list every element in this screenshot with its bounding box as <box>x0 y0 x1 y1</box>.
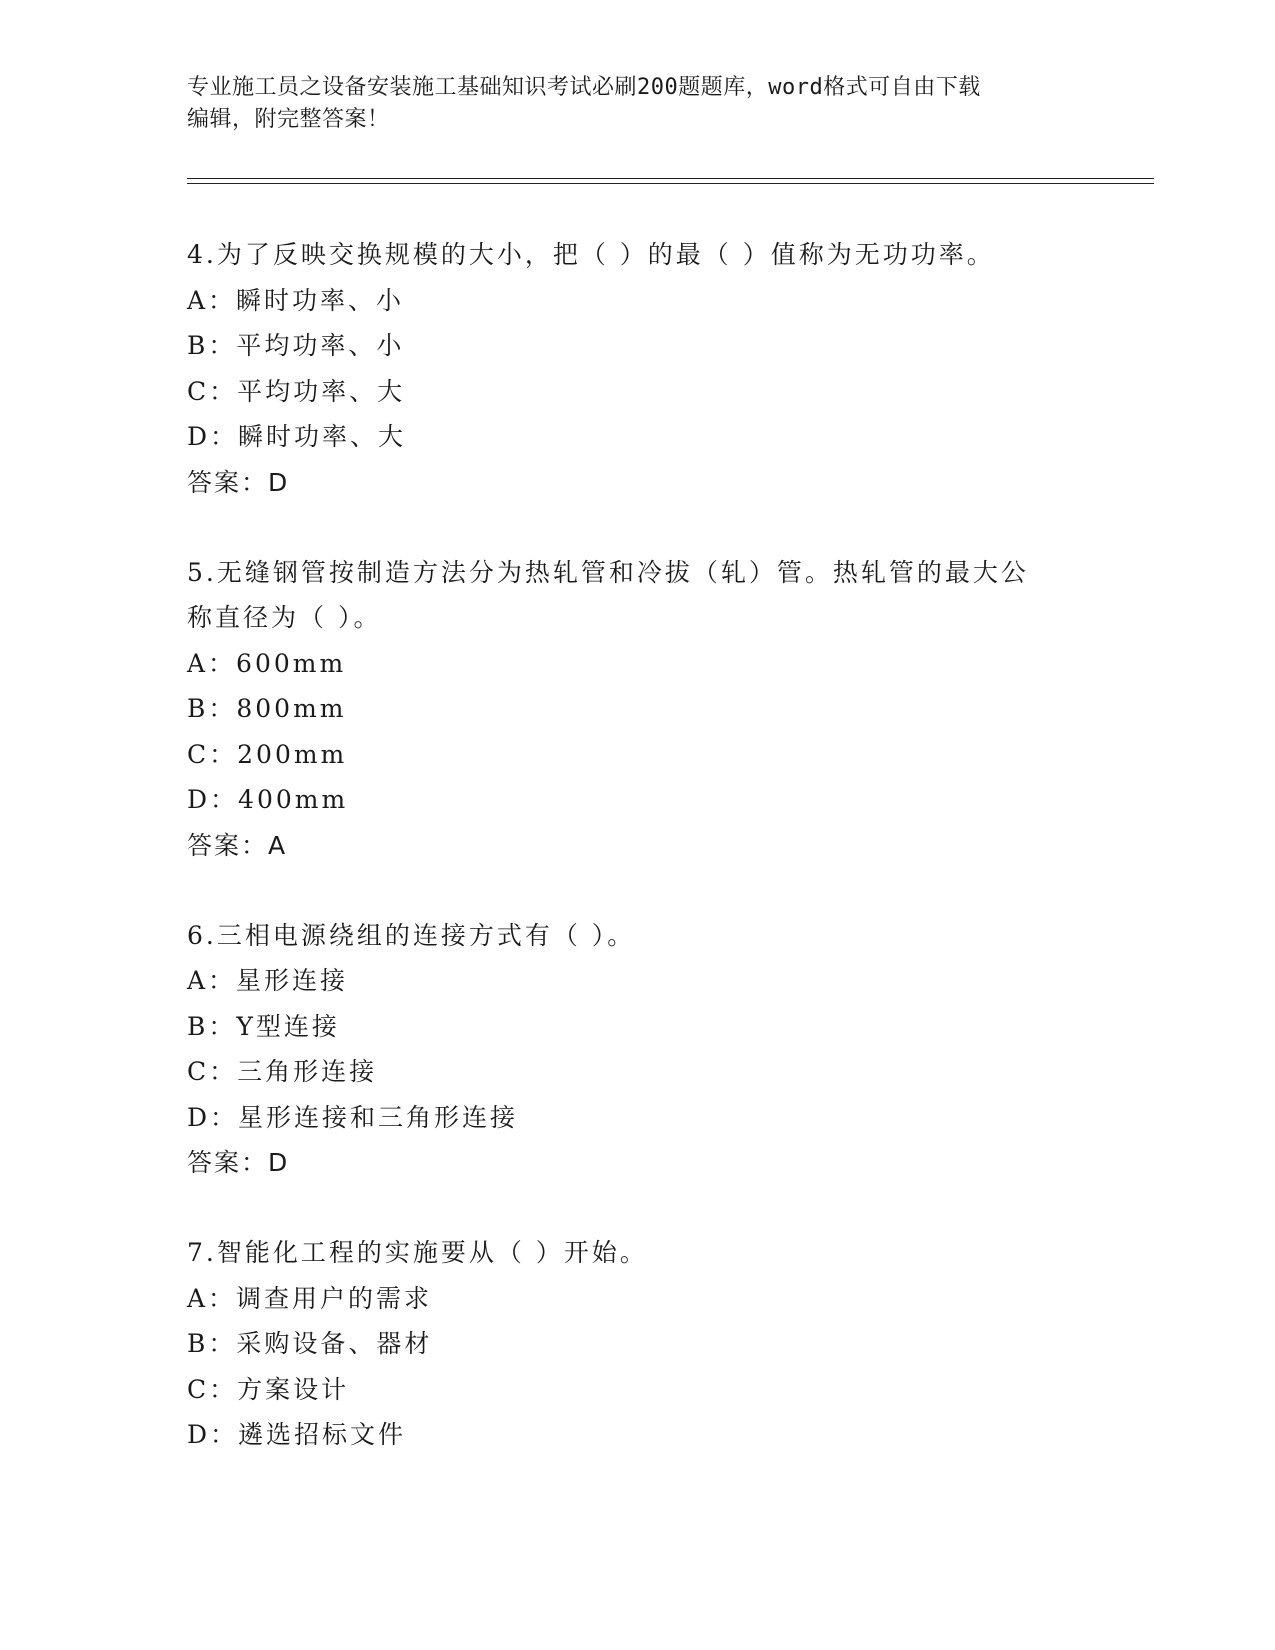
question-list <box>187 232 1087 1503</box>
option-b: B：平均功率、小 <box>187 331 405 360</box>
option-a: A：600mm <box>187 648 347 678</box>
question-stem: 7.智能化工程的实施要从（ ）开始。 <box>187 1238 648 1267</box>
question-4 <box>187 232 1087 505</box>
answer-label: 答案：D <box>187 467 290 497</box>
header-divider-top <box>187 178 1154 179</box>
question-stem: 6.三相电源绕组的连接方式有（ ）。 <box>187 920 636 950</box>
option-c: C：方案设计 <box>187 1374 350 1404</box>
answer-label: 答案：A <box>187 830 288 860</box>
question-6 <box>187 913 1087 1186</box>
answer-label: 答案：D <box>187 1148 290 1177</box>
document-header <box>187 72 1087 136</box>
option-a: A：瞬时功率、小 <box>187 285 405 315</box>
option-c: C：三角形连接 <box>187 1057 378 1086</box>
option-d: D：遴选招标文件 <box>187 1420 407 1449</box>
option-a: A：调查用户的需求 <box>187 1283 433 1313</box>
option-b: B：采购设备、器材 <box>187 1329 433 1358</box>
option-d: D：400mm <box>187 785 349 814</box>
question-stem-line-2: 称直径为（ ）。 <box>187 603 382 632</box>
header-title-line-2: 编辑，附完整答案！ <box>187 107 390 132</box>
option-a: A：星形连接 <box>187 966 349 995</box>
option-c: C：200mm <box>187 739 348 769</box>
header-divider-bottom <box>187 183 1154 184</box>
option-c: C：平均功率、大 <box>187 376 406 406</box>
question-5 <box>187 550 1087 868</box>
option-b: B：800mm <box>187 694 347 723</box>
option-d: D：星形连接和三角形连接 <box>187 1102 519 1132</box>
question-stem-line-1: 5.无缝钢管按制造方法分为热轧管和冷拔（轧）管。热轧管的最大公 <box>187 557 1029 587</box>
question-7 <box>187 1230 1087 1458</box>
header-title-line-1: 专业施工员之设备安装施工基础知识考试必刷200题题库，word格式可自由下载 <box>187 75 981 100</box>
question-stem: 4.为了反映交换规模的大小，把（ ）的最（ ）值称为无功功率。 <box>187 240 995 269</box>
option-b: B：Y型连接 <box>187 1011 340 1041</box>
option-d: D：瞬时功率、大 <box>187 422 407 451</box>
